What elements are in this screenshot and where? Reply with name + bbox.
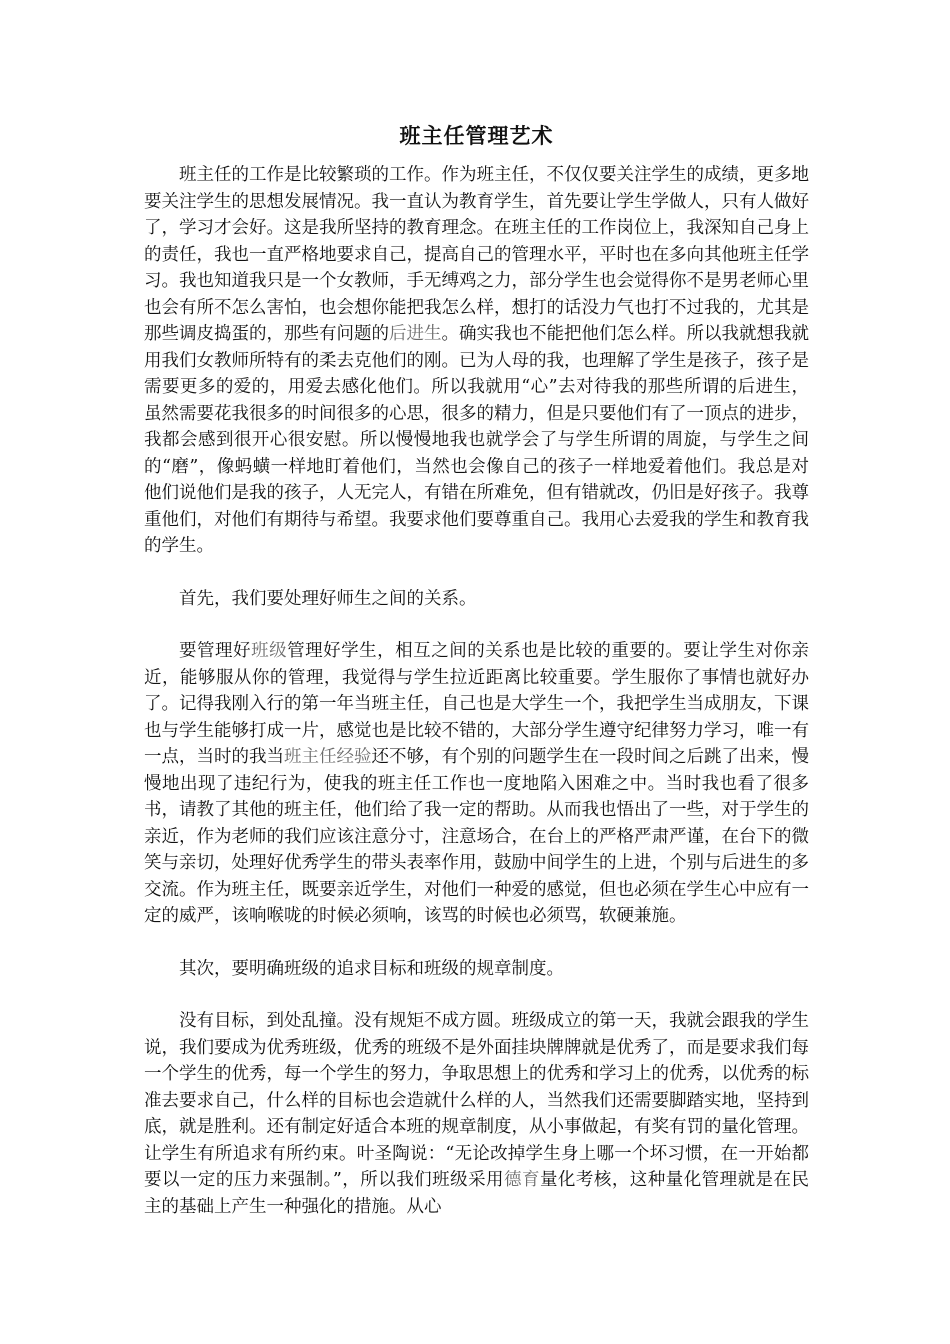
paragraph-text: 管理好学生，相互之间的关系也是比较的重要的。要让学生对你亲近，能够服从你的管理，我觉得与学生拉近距离比较重要。学生服你了事情也就好办了。记得我刚入行的第一年当班主任，自己也是大学生一个，我把学生当成朋友，下课也与学生能够打成一片，感觉也是比较不错的，大部分学生遵守纪律努力学习，唯一有一点，当时的我当 xyxy=(144,641,810,767)
inline-link[interactable]: 德育 xyxy=(504,1170,540,1190)
paragraph xyxy=(144,1008,809,1220)
paragraph-text: 没有目标，到处乱撞。没有规矩不成方圆。班级成立的第一天，我就会跟我的学生说，我们要成为优秀班级，优秀的班级不是外面挂块牌牌就是优秀了，而是要求我们每一个学生的优秀，每一个学生的努力，争取思想上的优秀和学习上的优秀，以优秀的标准去要求自己，什么样的目标也会造就什么样的人，当然我们还需要脚踏实地，坚持到底，就是胜利。还有制定好适合本班的规章制度，从小事做起，有奖有罚的量化管理。让学生有所追求有所约束。叶圣陶说：“无论改掉学生身上哪一个坏习惯，在一开始都要以一定的压力来强制。”，所以我们班级采用 xyxy=(144,1011,809,1190)
paragraph-text: 其次，要明确班级的追求目标和班级的规章制度。 xyxy=(179,958,564,979)
document-body xyxy=(144,162,809,1220)
inline-link[interactable]: 班级 xyxy=(251,641,288,661)
paragraph xyxy=(144,162,809,560)
paragraph-text: 还不够，有个别的问题学生在一段时间之后跳了出来，慢慢地出现了违纪行为，使我的班主任工作也一度地陷入困难之中。当时我也看了很多书，请教了其他的班主任，他们给了我一定的帮助。从而我也悟出了一些，对于学生的亲近，作为老师的我们应该注意分寸，注意场合，在台上的严格严肃严谨，在台下的微笑与亲切，处理好优秀学生的带头表率作用，鼓励中间学生的上进，个别与后进生的多交流。作为班主任，既要亲近学生，对他们一种爱的感觉，但也必须在学生心中应有一定的威严，该响喉咙的时候必须响，该骂的时候也必须骂，软硬兼施。 xyxy=(144,747,809,926)
paragraph xyxy=(144,586,809,613)
inline-link[interactable]: 后进生 xyxy=(389,324,442,344)
paragraph xyxy=(144,638,809,930)
paragraph-text: 。确实我也不能把他们怎么样。所以我就想我就用我们女教师所特有的柔去克他们的刚。已为人母的我，也理解了学生是孩子，孩子是需要更多的爱的，用爱去感化他们。所以我就用“心”去对待我的那些所谓的后进生，虽然需要花我很多的时间很多的心思，很多的精力，但是只要他们有了一顶点的进步，我都会感到很开心很安慰。所以慢慢地我也就学会了与学生所谓的周旋，与学生之间的“磨”，像蚂蟥一样地盯着他们，当然也会像自己的孩子一样地爱着他们。我总是对他们说他们是我的孩子，人无完人，有错在所难免，但有错就改，仍旧是好孩子。我尊重他们，对他们有期待与希望。我要求他们要尊重自己。我用心去爱我的学生和教育我的学生。 xyxy=(144,324,809,556)
document-title: 班主任管理艺术 xyxy=(399,123,554,148)
paragraph-text: 首先，我们要处理好师生之间的关系。 xyxy=(179,588,477,609)
paragraph-text: 量化考核，这种量化管理就是在民主的基础上产生一种强化的措施。从心 xyxy=(144,1170,809,1217)
paragraph-text: 要管理好 xyxy=(179,641,252,661)
document-page xyxy=(144,122,809,1246)
inline-link[interactable]: 班主任经验 xyxy=(284,747,372,767)
paragraph xyxy=(144,956,809,983)
paragraph-text: 班主任的工作是比较繁琐的工作。作为班主任，不仅仅要关注学生的成绩，更多地要关注学生的思想发展情况。我一直认为教育学生，首先要让学生学做人，只有人做好了，学习才会好。这是我所坚持的教育理念。在班主任的工作岗位上，我深知自己身上的责任，我也一直严格地要求自己，提高自己的管理水平，平时也在多向其他班主任学习。我也知道我只是一个女教师，手无缚鸡之力，部分学生也会觉得你不是男老师心里也会有所不怎么害怕，也会想你能把我怎么样，想打的话没力气也打不过我的，尤其是那些调皮捣蛋的，那些有问题的 xyxy=(144,165,809,344)
